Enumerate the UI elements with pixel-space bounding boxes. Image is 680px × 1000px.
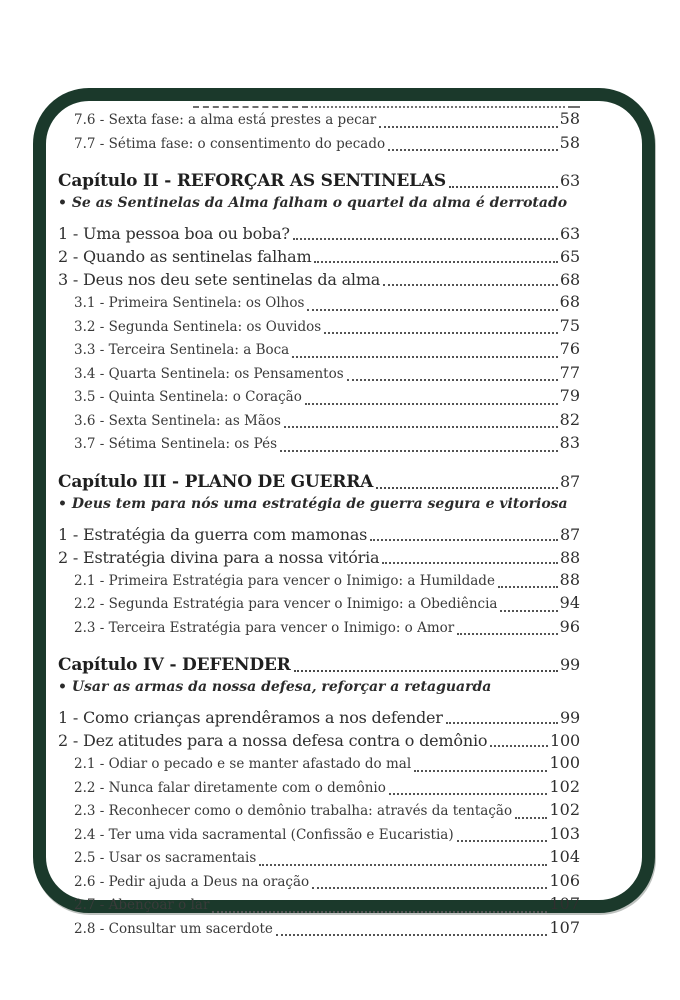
toc-entry-page: 104 — [549, 847, 580, 866]
toc-entry — [58, 823, 580, 847]
toc-entry-label: 2 - Dez atitudes para a nossa defesa contra o demônio — [58, 731, 488, 750]
clipped-line-fragment — [58, 104, 580, 108]
toc-entry — [58, 291, 580, 315]
dot-leader — [314, 261, 558, 263]
toc-entry-label: 2.2 - Nunca falar diretamente com o demônio — [74, 779, 386, 796]
toc-entry-page: 94 — [559, 593, 580, 612]
toc-entry-label: 2.1 - Odiar o pecado e se manter afastado do mal — [74, 756, 412, 772]
toc-entry-label: 3.3 - Terceira Sentinela: a Boca — [74, 342, 290, 358]
toc-entry — [58, 592, 580, 616]
clipped-text-fragment — [193, 106, 308, 108]
toc-entry-label: 2 - Quando as sentinelas falham — [58, 247, 312, 266]
dot-leader — [498, 586, 558, 588]
toc-entry-page: 107 — [549, 917, 580, 937]
dot-leader — [324, 332, 557, 334]
toc-entry — [58, 870, 580, 894]
toc-entry-label: 2.7 - Abençoar o lar — [74, 897, 210, 913]
clipped-dot-leader — [311, 106, 565, 108]
toc-entry-page: 99 — [560, 708, 580, 727]
dot-leader — [293, 238, 558, 240]
toc-entry — [58, 706, 580, 729]
toc-entry-label: 2.5 - Usar os sacramentais — [74, 850, 257, 866]
toc-entry-label: 2.4 - Ter uma vida sacramental (Confissão e Eucaristia) — [74, 826, 454, 843]
dot-leader — [284, 426, 558, 428]
toc-entry-page: 82 — [559, 409, 580, 429]
toc-entry-page: 76 — [559, 339, 580, 358]
toc-entry-page: 100 — [550, 731, 580, 750]
toc-chapter-label: Capítulo III - PLANO DE GUERRA — [58, 471, 374, 492]
toc-entry-label: 7.7 - Sétima fase: o consentimento do pecado — [74, 135, 386, 152]
toc-chapter — [58, 653, 580, 677]
clipped-page-fragment — [568, 106, 580, 108]
toc-frame — [33, 88, 655, 937]
toc-entry-label: 1 - Uma pessoa boa ou boba? — [58, 224, 290, 243]
dot-leader — [388, 149, 558, 151]
dot-leader — [347, 379, 558, 381]
dot-leader — [457, 840, 548, 842]
dot-leader — [383, 284, 558, 286]
toc-entry-page: 58 — [559, 132, 580, 152]
toc-entry — [58, 616, 580, 640]
toc-chapter-page: 99 — [560, 655, 580, 674]
toc-entry — [58, 569, 580, 593]
dot-leader — [212, 911, 547, 913]
toc-chapter-label: Capítulo II - REFORÇAR AS SENTINELAS — [58, 171, 446, 191]
toc-entry-label: 2.3 - Terceira Estratégia para vencer o Inimigo: o Amor — [74, 619, 455, 636]
toc-entry-label: 3.2 - Segunda Sentinela: os Ouvidos — [74, 318, 322, 335]
toc-entry — [58, 846, 580, 870]
toc-chapter-subtitle-label: • Usar as armas da nossa defesa, reforçar a retaguarda — [58, 679, 492, 695]
toc-entry — [58, 385, 580, 409]
toc-entry-label: 2.1 - Primeira Estratégia para vencer o Inimigo: a Humildade — [74, 572, 495, 589]
toc-entry-page: 87 — [560, 524, 580, 544]
toc-chapter-subtitle-label: • Se as Sentinelas da Alma falham o quartel da alma é derrotado — [58, 195, 568, 211]
toc-entry-page: 100 — [549, 753, 580, 772]
toc-entry-label: 3.5 - Quinta Sentinela: o Coração — [74, 389, 302, 405]
dot-leader — [449, 186, 558, 188]
toc-entry-label: 2.6 - Pedir ajuda a Deus na oração — [74, 873, 310, 890]
toc-entry-page: 77 — [559, 362, 580, 382]
dot-leader — [446, 722, 558, 724]
toc-chapter-subtitle — [58, 494, 580, 514]
toc-entry-page: 79 — [559, 386, 580, 405]
toc-entry-page: 103 — [549, 823, 580, 843]
toc-entry-label: 2.2 - Segunda Estratégia para vencer o Inimigo: a Obediência — [74, 596, 498, 612]
toc-chapter-subtitle-label: • Deus tem para nós uma estratégia de guerra segura e vitoriosa — [58, 495, 568, 512]
toc-entry-label: 3 - Deus nos deu sete sentinelas da alma — [58, 270, 381, 289]
toc-chapter-page: 63 — [560, 171, 580, 190]
toc-entry-page: 68 — [560, 270, 580, 289]
toc-chapter-subtitle — [58, 677, 580, 697]
toc-list — [46, 101, 642, 937]
toc-entry — [58, 546, 580, 569]
toc-entry — [58, 409, 580, 433]
toc-entry-page: 83 — [559, 433, 580, 452]
toc-entry-page: 68 — [559, 292, 580, 311]
dot-leader — [389, 793, 548, 795]
toc-chapter — [58, 169, 580, 193]
toc-entry — [58, 132, 580, 156]
toc-entry-page: 88 — [559, 569, 580, 589]
dot-leader — [305, 403, 558, 405]
toc-entry-label: 3.6 - Sexta Sentinela: as Mãos — [74, 412, 281, 429]
toc-entry-page: 107 — [549, 894, 580, 913]
toc-entry-label: 1 - Como crianças aprendêramos a nos defender — [58, 708, 443, 727]
toc-entry-label: 3.4 - Quarta Sentinela: os Pensamentos — [74, 365, 344, 382]
toc-entry — [58, 222, 580, 245]
toc-entry-label: 1 - Estratégia da guerra com mamonas — [58, 524, 368, 544]
toc-entry-label: 3.7 - Sétima Sentinela: os Pés — [74, 436, 278, 452]
toc-entry-label: 2.8 - Consultar um sacerdote — [74, 920, 273, 937]
toc-entry-page: 58 — [559, 109, 580, 128]
toc-entry-label: 3.1 - Primeira Sentinela: os Olhos — [74, 295, 305, 311]
dot-leader — [370, 539, 558, 541]
toc-entry — [58, 315, 580, 339]
toc-chapter-subtitle — [58, 193, 580, 213]
toc-entry — [58, 776, 580, 800]
toc-entry-page: 88 — [560, 547, 580, 567]
toc-entry — [58, 108, 580, 132]
toc-entry-page: 63 — [560, 224, 580, 243]
toc-entry-page: 106 — [549, 870, 580, 890]
toc-entry — [58, 893, 580, 917]
toc-entry-label: 2.3 - Reconhecer como o demônio trabalha: através da tentação — [74, 803, 513, 819]
dot-leader — [280, 450, 558, 452]
toc-entry — [58, 729, 580, 752]
toc-chapter — [58, 470, 580, 494]
toc-chapter-label: Capítulo IV - DEFENDER — [58, 655, 291, 675]
dot-leader — [276, 934, 548, 936]
dot-leader — [312, 887, 547, 889]
dot-leader — [457, 633, 557, 635]
toc-entry-label: 7.6 - Sexta fase: a alma está prestes a pecar — [74, 112, 377, 128]
dot-leader — [294, 670, 558, 672]
toc-entry-page: 102 — [549, 776, 580, 796]
toc-entry-page: 102 — [549, 800, 580, 819]
dot-leader — [307, 309, 557, 311]
toc-entry-page: 75 — [559, 315, 580, 335]
toc-entry-page: 65 — [560, 247, 580, 266]
toc-entry — [58, 752, 580, 776]
toc-entry — [58, 338, 580, 362]
dot-leader — [292, 356, 557, 358]
dot-leader — [259, 864, 547, 866]
dot-leader — [490, 745, 548, 747]
dot-leader — [382, 562, 558, 564]
toc-entry — [58, 917, 580, 941]
dot-leader — [500, 610, 557, 612]
toc-entry — [58, 362, 580, 386]
dot-leader — [414, 770, 547, 772]
dot-leader — [376, 487, 558, 489]
toc-entry-page: 96 — [559, 616, 580, 636]
toc-entry — [58, 268, 580, 291]
toc-entry — [58, 799, 580, 823]
toc-entry — [58, 523, 580, 546]
toc-entry — [58, 245, 580, 268]
dot-leader — [515, 817, 547, 819]
toc-chapter-page: 87 — [560, 471, 580, 491]
toc-entry — [58, 432, 580, 456]
toc-entry-label: 2 - Estratégia divina para a nossa vitória — [58, 547, 380, 567]
dot-leader — [379, 126, 557, 128]
